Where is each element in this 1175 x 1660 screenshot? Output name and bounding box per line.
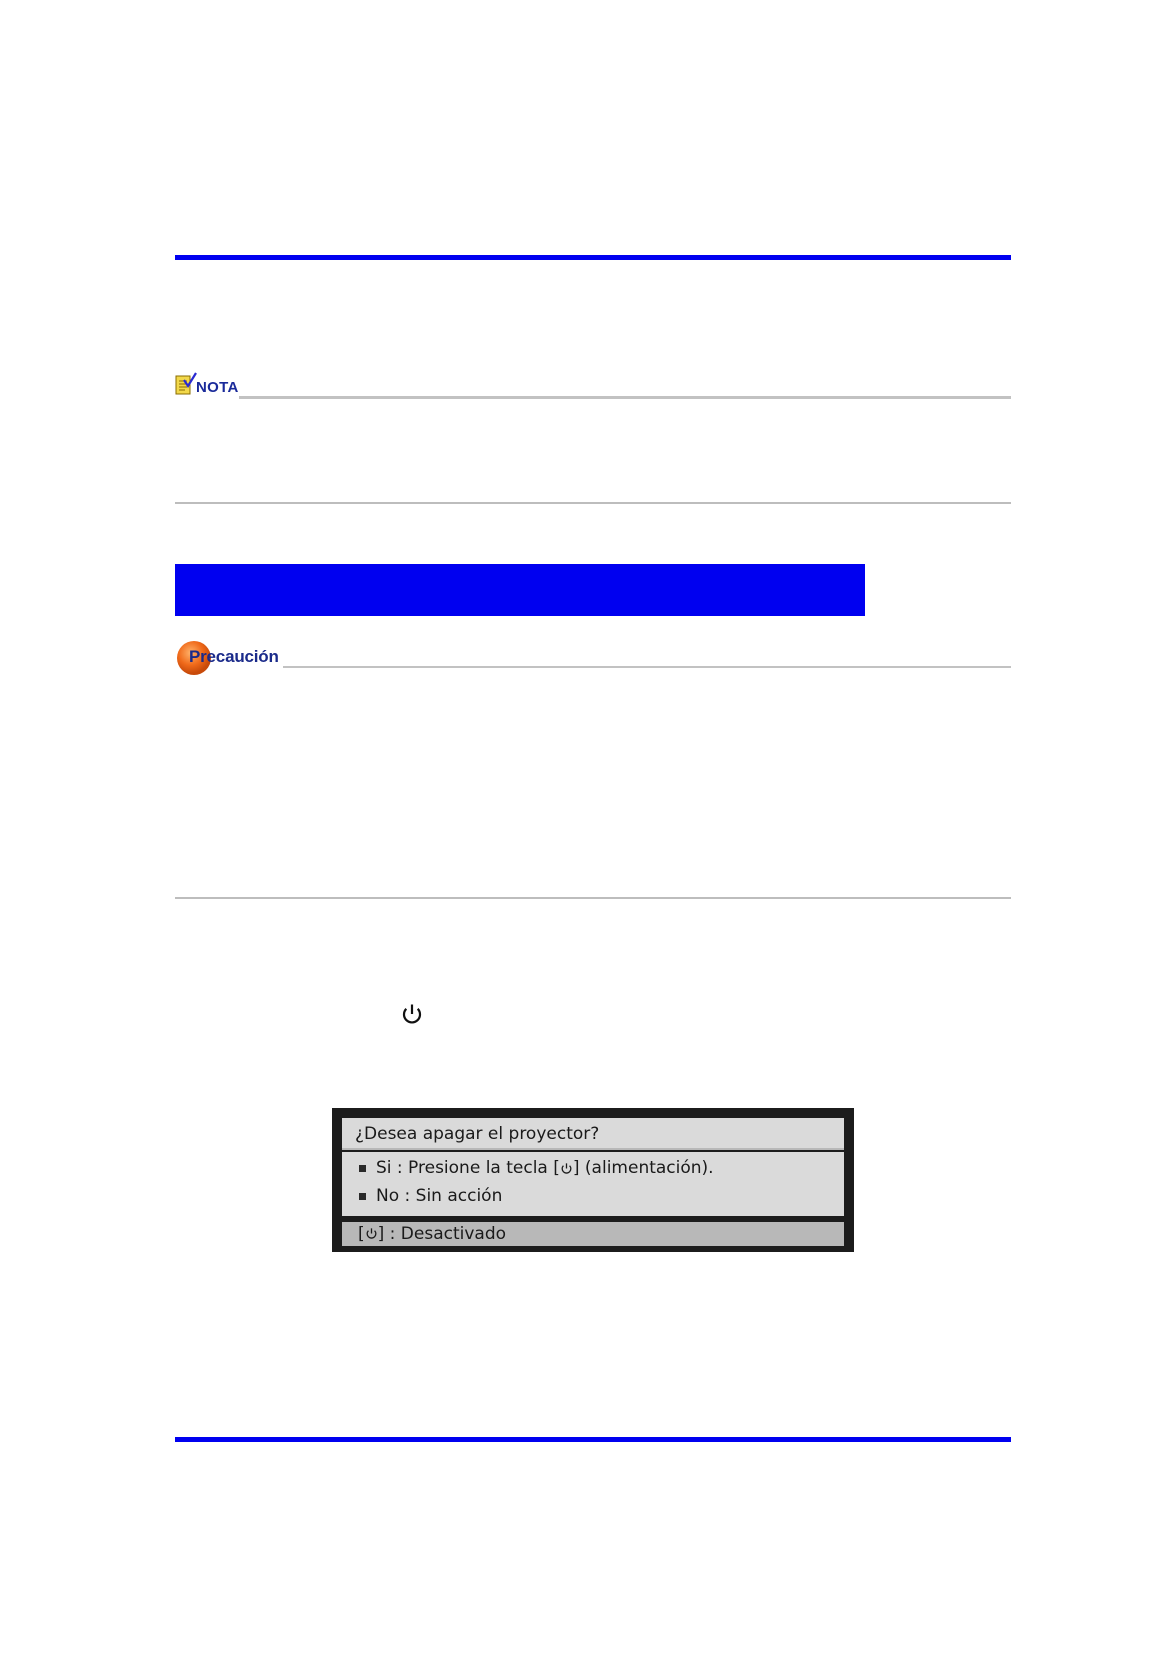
caution-label: Precaución (189, 647, 279, 666)
footer-prefix: [ (358, 1224, 365, 1244)
note-divider (239, 396, 1011, 399)
option-yes-prefix: Si : Presione la tecla [ (376, 1158, 560, 1178)
dialog-title: ¿Desea apagar el proyector? (342, 1118, 844, 1150)
bullet-square-icon (359, 1165, 366, 1172)
bottom-blue-rule (175, 1437, 1011, 1442)
power-off-dialog (332, 1108, 854, 1252)
power-icon (560, 1162, 573, 1175)
option-yes-suffix: ] (alimentación). (572, 1158, 714, 1178)
caution-divider (283, 666, 1011, 668)
option-no[interactable] (359, 1186, 502, 1206)
note-pencil-icon (175, 372, 197, 398)
bullet-square-icon (359, 1193, 366, 1200)
option-no-label: No : Sin acción (376, 1186, 503, 1206)
note-end-rule (175, 502, 1011, 504)
caution-header (175, 637, 1011, 677)
section-heading-bar (175, 564, 865, 616)
footer-suffix: ] : Desactivado (377, 1224, 507, 1244)
top-blue-rule (175, 255, 1011, 260)
dialog-footer (342, 1222, 844, 1246)
note-header (175, 372, 1011, 402)
dialog-options (342, 1152, 844, 1216)
option-yes[interactable] (359, 1158, 714, 1178)
note-label: NOTA (196, 379, 239, 396)
power-icon (365, 1227, 378, 1240)
caution-end-rule (175, 897, 1011, 899)
power-icon (400, 1002, 424, 1026)
